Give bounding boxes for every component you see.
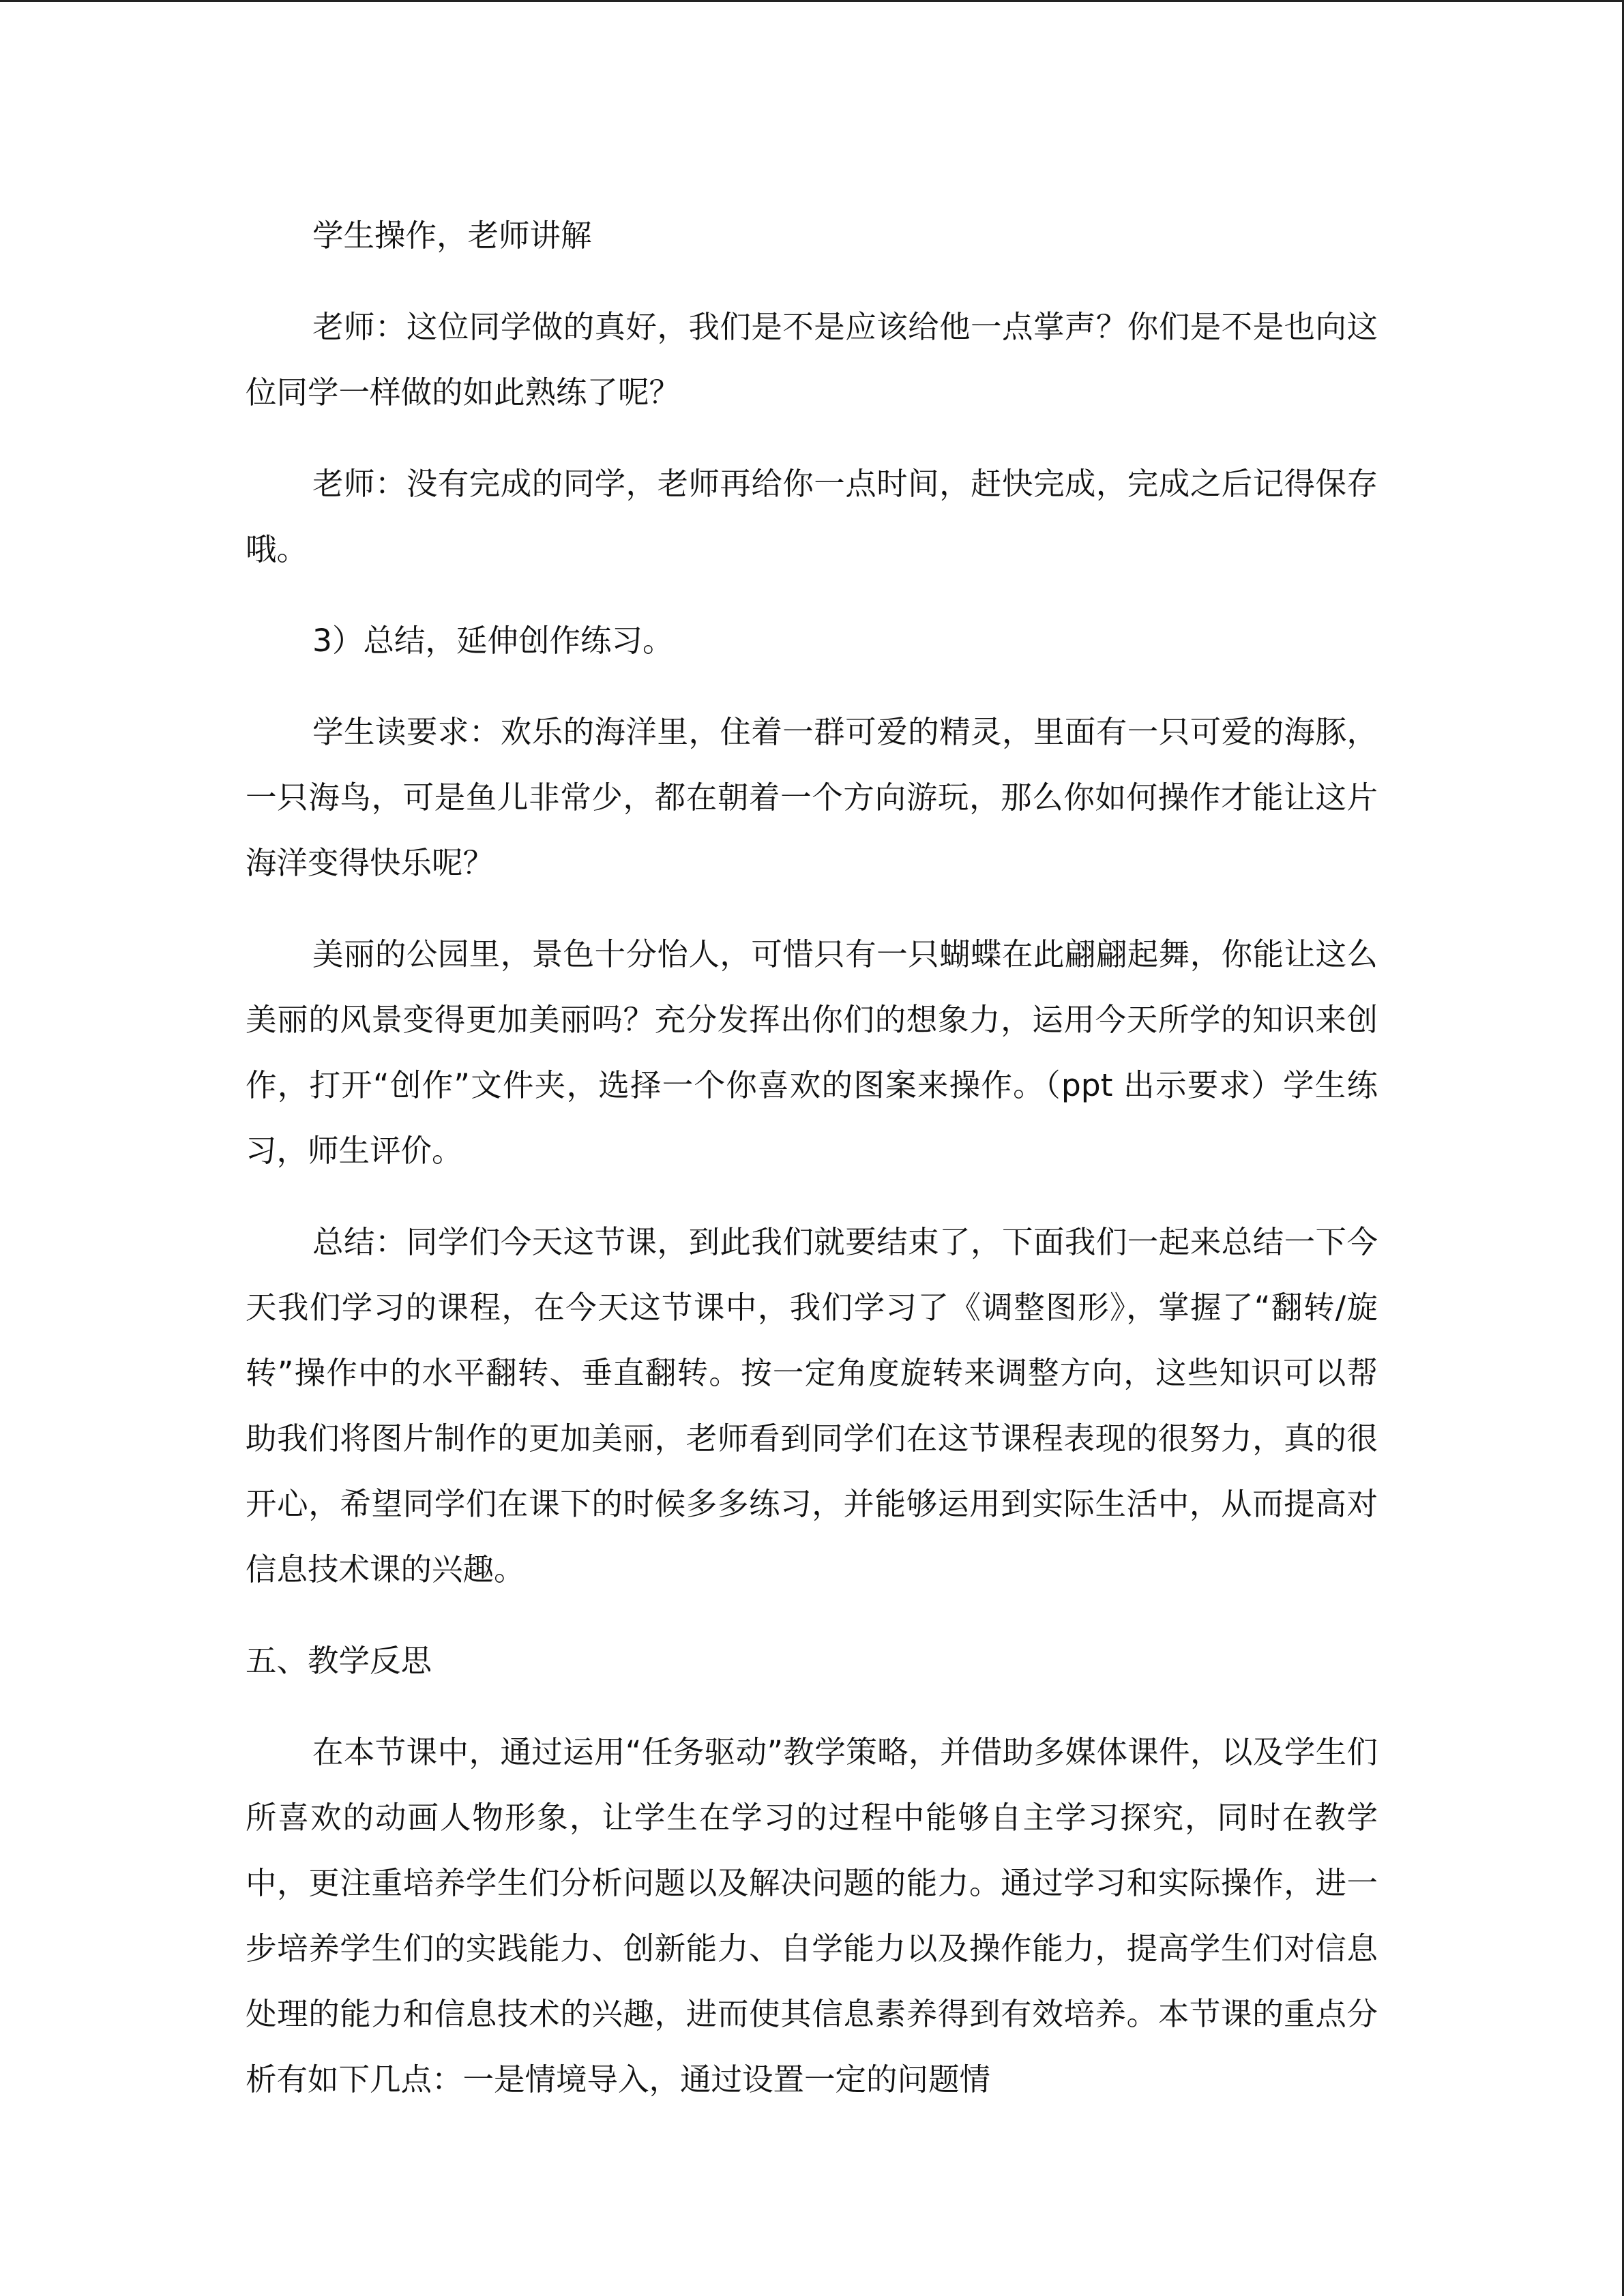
- paragraph-park-task: 美丽的公园里，景色十分怡人，可惜只有一只蝴蝶在此翩翩起舞，你能让这么美丽的风景变得更加美丽吗？充分发挥出你们的想象力，运用今天所学的知识来创作，打开“创作”文件夹，选择一个你喜欢的图案来操作。（ppt 出示要求）学生练习，师生评价。: [246, 936, 1378, 1169]
- paragraph-student-operation: 学生操作，老师讲解: [312, 218, 592, 254]
- paragraph-teacher-extra-time: 老师：没有完成的同学，老师再给你一点时间，赶快完成，完成之后记得保存哦。: [246, 466, 1378, 567]
- paragraph-lesson-summary: 总结：同学们今天这节课，到此我们就要结束了，下面我们一起来总结一下今天我们学习的课程，在今天这节课中，我们学习了《调整图形》，掌握了“翻转/旋转”操作中的水平翻转、垂直翻转。按一定角度旋转来调整方向，这些知识可以帮助我们将图片制作的更加美丽，老师看到同学们在这节课程表现的很努力，真的很开心，希望同学们在课下的时候多多练习，并能够运用到实际生活中，从而提高对信息技术课的兴趣。: [246, 1224, 1378, 1587]
- document-body: [246, 203, 1378, 2113]
- section-heading-reflection: 五、教学反思: [246, 1643, 432, 1679]
- paragraph-summary-step: 3）总结，延伸创作练习。: [312, 623, 674, 659]
- paragraph-ocean-task: 学生读要求：欢乐的海洋里，住着一群可爱的精灵，里面有一只可爱的海豚，一只海鸟，可是鱼儿非常少，都在朝着一个方向游玩，那么你如何操作才能让这片海洋变得快乐呢？: [246, 714, 1378, 881]
- paragraph-teacher-praise: 老师：这位同学做的真好，我们是不是应该给他一点掌声？你们是不是也向这位同学一样做的如此熟练了呢？: [246, 309, 1378, 411]
- paragraph-reflection: 在本节课中，通过运用“任务驱动”教学策略，并借助多媒体课件，以及学生们所喜欢的动画人物形象，让学生在学习的过程中能够自主学习探究，同时在教学中，更注重培养学生们分析问题以及解决问题的能力。通过学习和实际操作，进一步培养学生们的实践能力、创新能力、自学能力以及操作能力，提高学生们对信息处理的能力和信息技术的兴趣，进而使其信息素养得到有效培养。本节课的重点分析有如下几点：一是情境导入，通过设置一定的问题情: [246, 1734, 1378, 2098]
